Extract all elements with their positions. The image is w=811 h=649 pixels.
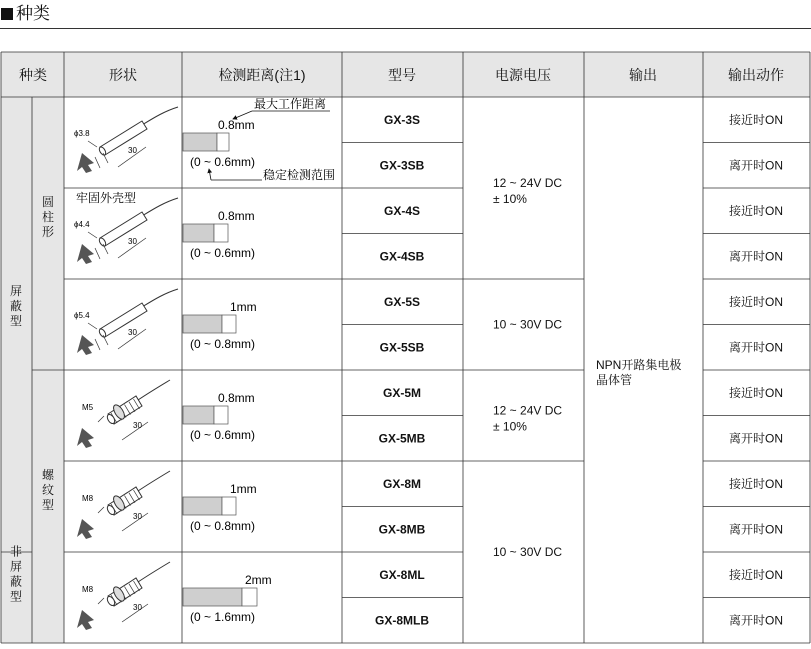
output-action: 接近时ON [728, 112, 784, 127]
length-label: 30 [128, 328, 137, 337]
stable-range-value: (0 ~ 0.6mm) [190, 428, 256, 442]
header-supply-voltage: 电源电压 [495, 67, 551, 83]
sensing-direction-arrow-icon [77, 335, 94, 355]
sensing-direction-arrow-icon [77, 153, 94, 173]
distance-diagram [183, 573, 272, 624]
length-label: 30 [128, 146, 137, 155]
header-output: 输出 [629, 67, 657, 83]
length-label: 30 [133, 512, 142, 521]
dimension-line [95, 248, 100, 259]
sensor-face-shape [183, 497, 222, 515]
max-distance-value: 0.8mm [218, 391, 255, 405]
voltage-line1: 12 ~ 24V DC [493, 403, 563, 418]
dimension-line [95, 157, 100, 168]
output-action: 接近时ON [728, 203, 784, 218]
thread-size-label: M5 [82, 403, 94, 412]
cable-shape [142, 107, 178, 125]
category-shielded: 屏蔽型 [9, 284, 23, 328]
model-name: GX-8M [382, 476, 422, 491]
distance-diagram [183, 118, 255, 169]
max-distance-value: 0.8mm [218, 209, 255, 223]
stable-range-value: (0 ~ 0.6mm) [190, 246, 256, 260]
detection-zone-shape [217, 133, 229, 151]
header-type: 种类 [19, 67, 47, 83]
dimension-line [98, 507, 104, 513]
stable-range-label: 稳定检测范围 [263, 168, 336, 182]
max-distance-value: 1mm [230, 482, 257, 496]
dimension-line [88, 232, 97, 238]
detection-zone-shape [214, 406, 228, 424]
voltage-line2: ± 10% [493, 419, 527, 434]
output-line1: NPN开路集电极 [596, 358, 682, 372]
output-action: 离开时ON [728, 158, 784, 173]
section-title-text: 种类 [16, 4, 50, 24]
model-name: GX-3S [383, 112, 421, 127]
sensor-body-shape [100, 212, 147, 246]
stable-range-value: (0 ~ 1.6mm) [190, 610, 256, 624]
model-name: GX-8MLB [375, 613, 429, 628]
output-action: 接近时ON [728, 476, 784, 491]
output-cell [596, 357, 681, 387]
sensing-direction-arrow-icon [77, 428, 94, 448]
header-output-operation: 输出动作 [728, 67, 784, 83]
dimension-line [88, 323, 97, 329]
voltage-line1: 10 ~ 30V DC [493, 545, 563, 559]
header-shape: 形状 [109, 67, 137, 83]
category-cylindrical: 圆柱形 [41, 195, 55, 239]
sensor-body-shape [100, 303, 147, 337]
model-name: GX-5SB [379, 340, 425, 355]
output-line2: 晶体管 [596, 373, 633, 387]
output-action: 离开时ON [728, 431, 784, 446]
max-operating-label: 最大工作距离 [254, 97, 327, 111]
cylindrical-sensor-drawing [74, 190, 178, 264]
detection-zone-shape [222, 315, 236, 333]
distance-diagram [183, 391, 255, 442]
length-label: 30 [133, 603, 142, 612]
stable-range-value: (0 ~ 0.8mm) [190, 337, 256, 351]
output-action: 离开时ON [728, 249, 784, 264]
length-label: 30 [128, 237, 137, 246]
diameter-label: ϕ3.8 [74, 129, 90, 138]
model-name: GX-3SB [379, 158, 425, 173]
cable-shape [142, 289, 178, 307]
diameter-label: ϕ5.4 [74, 311, 90, 320]
cable-shape [142, 198, 178, 216]
distance-diagram [183, 300, 257, 351]
sensor-face-shape [183, 133, 217, 151]
thread-size-label: M8 [82, 494, 94, 503]
sensing-direction-arrow-icon [77, 244, 94, 264]
dimension-line [88, 141, 97, 147]
sturdy-case-label: 牢固外壳型 [76, 191, 137, 205]
voltage-line1: 10 ~ 30V DC [493, 317, 563, 332]
output-action: 接近时ON [728, 385, 784, 400]
voltage-column [493, 176, 562, 559]
sensor-face-shape [183, 588, 242, 606]
threaded-sensor-drawing [77, 380, 170, 448]
model-name: GX-5S [383, 294, 421, 309]
output-action: 接近时ON [728, 567, 784, 582]
detection-zone-shape [242, 588, 257, 606]
model-name: GX-4SB [379, 249, 425, 264]
detection-zone-shape [222, 497, 236, 515]
header-sensing-distance: 检测距离(注1) [218, 67, 306, 83]
cable-shape [138, 380, 170, 400]
sensing-direction-arrow-icon [77, 610, 94, 630]
distance-diagram [183, 209, 255, 260]
dimension-line [95, 339, 100, 350]
category-unshielded: 非屏蔽型 [9, 544, 23, 604]
max-distance-value: 1mm [230, 300, 257, 314]
model-name: GX-8MB [378, 522, 426, 537]
output-action: 离开时ON [728, 613, 784, 628]
sensor-face-shape [183, 224, 214, 242]
max-distance-value: 2mm [245, 573, 272, 587]
cylindrical-sensor-drawing [74, 289, 178, 355]
cable-shape [138, 562, 170, 582]
model-name: GX-8ML [379, 567, 425, 582]
output-action: 离开时ON [728, 522, 784, 537]
model-name: GX-4S [383, 203, 421, 218]
distance-diagram [183, 482, 257, 533]
header-model: 型号 [388, 67, 416, 83]
voltage-line2: ± 10% [493, 192, 527, 206]
threaded-sensor-drawing [77, 562, 170, 630]
cylindrical-sensor-drawing [74, 107, 178, 173]
length-label: 30 [133, 421, 142, 430]
voltage-line1: 12 ~ 24V DC [493, 176, 563, 190]
distance-diagrams [183, 96, 335, 624]
action-column [729, 112, 783, 628]
category-threaded: 螺纹型 [41, 468, 55, 512]
max-distance-value: 0.8mm [218, 118, 255, 132]
arrow-icon [209, 169, 211, 180]
stable-range-value: (0 ~ 0.6mm) [190, 155, 256, 169]
shape-drawings [74, 107, 178, 630]
stable-range-value: (0 ~ 0.8mm) [190, 519, 256, 533]
threaded-sensor-drawing [77, 471, 170, 539]
model-name: GX-5MB [378, 431, 426, 446]
detection-zone-shape [214, 224, 228, 242]
output-action: 接近时ON [728, 294, 784, 309]
cable-shape [138, 471, 170, 491]
dimension-line [98, 598, 104, 604]
model-name: GX-5M [382, 385, 422, 400]
dimension-line [98, 416, 104, 422]
thread-size-label: M8 [82, 585, 94, 594]
output-action: 离开时ON [728, 340, 784, 355]
sensor-face-shape [183, 315, 222, 333]
sensor-body-shape [100, 121, 147, 155]
sensing-direction-arrow-icon [77, 519, 94, 539]
diameter-label: ϕ4.4 [74, 220, 90, 229]
sensor-face-shape [183, 406, 214, 424]
